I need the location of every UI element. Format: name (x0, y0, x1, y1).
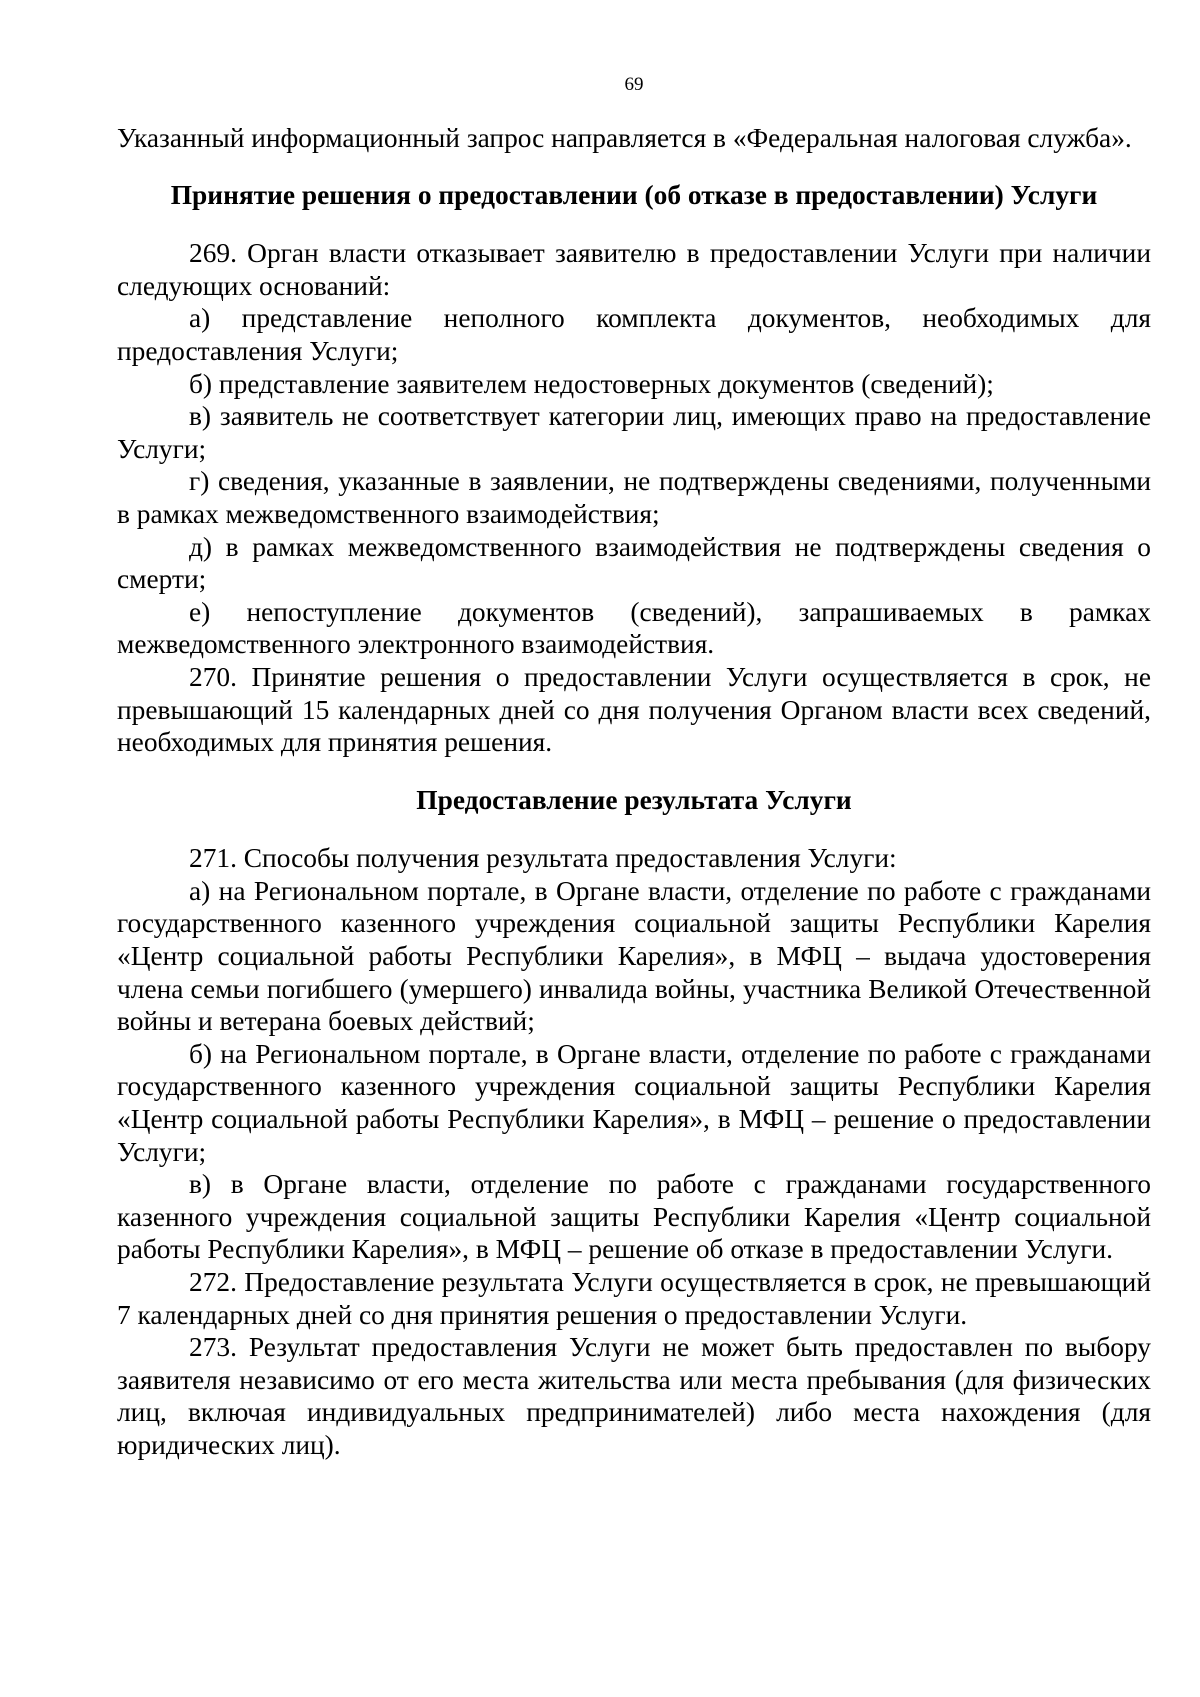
section-decision-body (117, 237, 1151, 759)
list-item-v: в) заявитель не соответствует категории лиц, имеющих право на предоставление Услуги; (117, 401, 1151, 464)
list-item-d: д) в рамках межведомственного взаимодействия не подтверждены сведения о смерти; (117, 531, 1151, 595)
section-result-body (117, 842, 1151, 1461)
paragraph-269: 269. Орган власти отказывает заявителю в предоставлении Услуги при наличии следующих оснований: (117, 238, 1151, 301)
document-body (117, 122, 1151, 1462)
paragraph-270: 270. Принятие решения о предоставлении Услуги осуществляется в срок, не превышающий 15 календарных дней со дня получения Органом власти всех сведений, необходимых для принятия решения. (117, 661, 1151, 758)
list-item-a: а) на Региональном портале, в Органе власти, отделение по работе с гражданами государственного казенного учреждения социальной защиты Республики Карелия «Центр социальной работы Республики Карелия», в МФЦ – выдача удостоверения члена семьи погибшего (умершего) инвалида войны, участника Великой Отечественной войны и ветерана боевых действий; (117, 875, 1151, 1037)
list-item-b: б) на Региональном портале, в Органе власти, отделение по работе с гражданами государственного казенного учреждения социальной защиты Республики Карелия «Центр социальной работы Республики Карелия», в МФЦ – решение о предоставлении Услуги; (117, 1038, 1151, 1167)
intro-paragraph: Указанный информационный запрос направляется в «Федеральная налоговая служба». (117, 123, 1132, 153)
section-heading-result: Предоставление результата Услуги (416, 784, 852, 815)
paragraph-273: 273. Результат предоставления Услуги не может быть предоставлен по выбору заявителя независимо от его места жительства или места пребывания (для физических лиц, включая индивидуальных предпринимателей) либо места нахождения (для юридических лиц). (117, 1332, 1151, 1460)
list-item-e: е) непоступление документов (сведений), запрашиваемых в рамках межведомственного электронного взаимодействия. (117, 596, 1151, 660)
list-item-a: а) представление неполного комплекта документов, необходимых для предоставления Услуги; (117, 303, 1151, 366)
paragraph-272: 272. Предоставление результата Услуги осуществляется в срок, не превышающий 7 календарных дней со дня принятия решения о предоставлении Услуги. (117, 1267, 1151, 1330)
paragraph-271: 271. Способы получения результата предоставления Услуги: (189, 843, 897, 874)
list-item-v: в) в Органе власти, отделение по работе с гражданами государственного казенного учреждения социальной защиты Республики Карелия «Центр социальной работы Республики Карелия», в МФЦ – решение об отказе в предоставлении Услуги. (117, 1169, 1151, 1265)
page-number: 69 (624, 74, 644, 95)
list-item-g: г) сведения, указанные в заявлении, не подтверждены сведениями, полученными в рамках межведомственного взаимодействия; (117, 466, 1151, 529)
list-item-b: б) представление заявителем недостоверных документов (сведений); (189, 368, 994, 399)
section-heading-decision: Принятие решения о предоставлении (об отказе в предоставлении) Услуги (170, 179, 1098, 210)
